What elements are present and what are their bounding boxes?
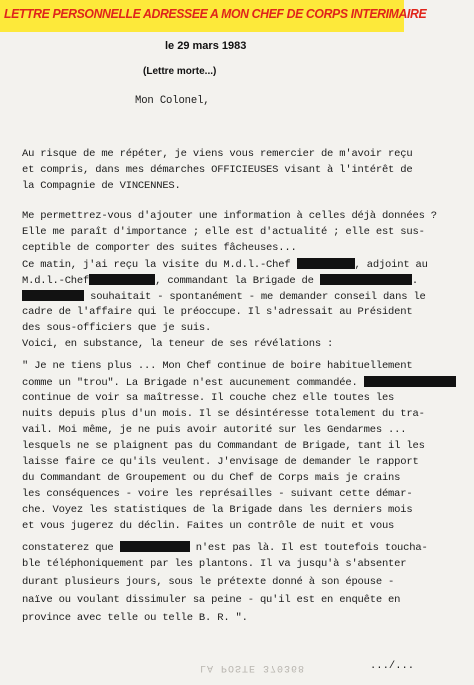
- redaction-bar: [120, 541, 190, 552]
- line-text: M.d.l.-Chef: [22, 275, 90, 287]
- line-text: Ce matin, j'ai reçu la visite du M.d.l.-Chef: [22, 259, 297, 271]
- line-text: lesquels ne se plaignent pas du Commandant de Brigade, tant il les: [22, 440, 425, 452]
- body-line-10: [22, 306, 412, 318]
- line-text: les conséquences - voire les représailles - suivant cette démar-: [22, 488, 413, 500]
- body-line-18: [22, 440, 425, 452]
- line-text: cadre de l'affaire qui le préoccupe. Il s'adressait au Président: [22, 306, 413, 318]
- body-line-28: [22, 612, 248, 624]
- body-line-14: [22, 376, 456, 389]
- line-text: comme un "trou". La Brigade n'est aucunement commandée.: [22, 377, 364, 389]
- title-banner: [0, 0, 427, 32]
- body-line-7: [22, 258, 428, 271]
- body-line-22: [22, 504, 412, 516]
- body-line-6: [22, 242, 297, 254]
- line-text: et compris, dans mes démarches OFFICIEUSES visant à l'intérêt de: [22, 164, 413, 176]
- body-line-24: [22, 541, 428, 554]
- line-text: souhaitait - spontanément - me demander conseil dans le: [84, 291, 426, 303]
- continuation-mark: .../...: [370, 660, 415, 672]
- line-text: Au risque de me répéter, je viens vous remercier de m'avoir reçu: [22, 148, 413, 160]
- body-line-17: [22, 424, 406, 436]
- line-text: , commandant la Brigade de: [155, 275, 320, 287]
- redaction-bar: [364, 376, 456, 387]
- body-line-12: [22, 338, 333, 350]
- body-line-11: [22, 322, 211, 334]
- redaction-bar: [22, 290, 84, 301]
- line-text: n'est pas là. Il est toutefois toucha-: [189, 542, 428, 554]
- body-line-26: [22, 576, 394, 588]
- annotation-note: (Lettre morte...): [143, 66, 217, 77]
- bleed-through-stamp: LA POSTE 370368: [200, 662, 306, 673]
- line-text: vail. Moi même, je ne puis avoir autorité sur les Gendarmes ...: [22, 424, 407, 436]
- body-line-23: [22, 520, 394, 532]
- body-line-9: [22, 290, 426, 303]
- line-text: des sous-officiers que je suis.: [22, 322, 212, 334]
- line-text: durant plusieurs jours, sous le prétexte donné à son épouse -: [22, 576, 395, 588]
- line-text: Elle me paraît d'importance ; elle est d'actualité ; elle est sus-: [22, 226, 425, 238]
- line-text: , adjoint au: [354, 259, 428, 271]
- body-line-4: [22, 210, 437, 222]
- body-line-25: [22, 558, 406, 570]
- body-line-2: [22, 164, 412, 176]
- line-text: che. Voyez les statistiques de la Brigade dans les derniers mois: [22, 504, 413, 516]
- line-text: .: [411, 275, 418, 287]
- line-text: constaterez que: [22, 542, 120, 554]
- body-line-13: [22, 360, 412, 372]
- body-line-21: [22, 488, 412, 500]
- body-line-27: [22, 594, 400, 606]
- body-line-15: [22, 392, 394, 404]
- line-text: nuits depuis plus d'un mois. Il se désintéresse totalement du tra-: [22, 408, 425, 420]
- banner-title: LETTRE PERSONNELLE ADRESSEE A MON CHEF DE CORPS INTERIMAIRE: [4, 6, 427, 21]
- letter-date: le 29 mars 1983: [165, 40, 247, 52]
- body-line-19: [22, 456, 419, 468]
- line-text: Voici, en substance, la teneur de ses révélations :: [22, 338, 334, 350]
- body-line-8: [22, 274, 418, 287]
- body-line-20: [22, 472, 400, 484]
- redaction-bar: [89, 274, 155, 285]
- redaction-bar: [297, 258, 355, 269]
- line-text: continue de voir sa maîtresse. Il couche chez elle toutes les: [22, 392, 395, 404]
- line-text: laisse faire ce qu'ils veulent. J'envisage de demander le rapport: [22, 456, 419, 468]
- line-text: province avec telle ou telle B. R. ".: [22, 612, 248, 624]
- body-line-16: [22, 408, 425, 420]
- line-text: ble téléphoniquement par les plantons. Il va jusqu'à s'absenter: [22, 558, 407, 570]
- line-text: du Commandant de Groupement ou du Chef de Corps mais je crains: [22, 472, 401, 484]
- line-text: naïve ou voulant dissimuler sa peine - qu'il est en enquête en: [22, 594, 401, 606]
- line-text: la Compagnie de VINCENNES.: [22, 180, 181, 192]
- line-text: ceptible de comporter des suites fâcheuses...: [22, 242, 297, 254]
- line-text: et vous jugerez du déclin. Faites un contrôle de nuit et vous: [22, 520, 395, 532]
- body-line-5: [22, 226, 425, 238]
- redaction-bar: [320, 274, 412, 285]
- line-text: Me permettrez-vous d'ajouter une information à celles déjà données ?: [22, 210, 437, 222]
- body-line-1: [22, 148, 412, 160]
- line-text: " Je ne tiens plus ... Mon Chef continue de boire habituellement: [22, 360, 413, 372]
- salutation: Mon Colonel,: [135, 95, 210, 107]
- body-line-3: [22, 180, 181, 192]
